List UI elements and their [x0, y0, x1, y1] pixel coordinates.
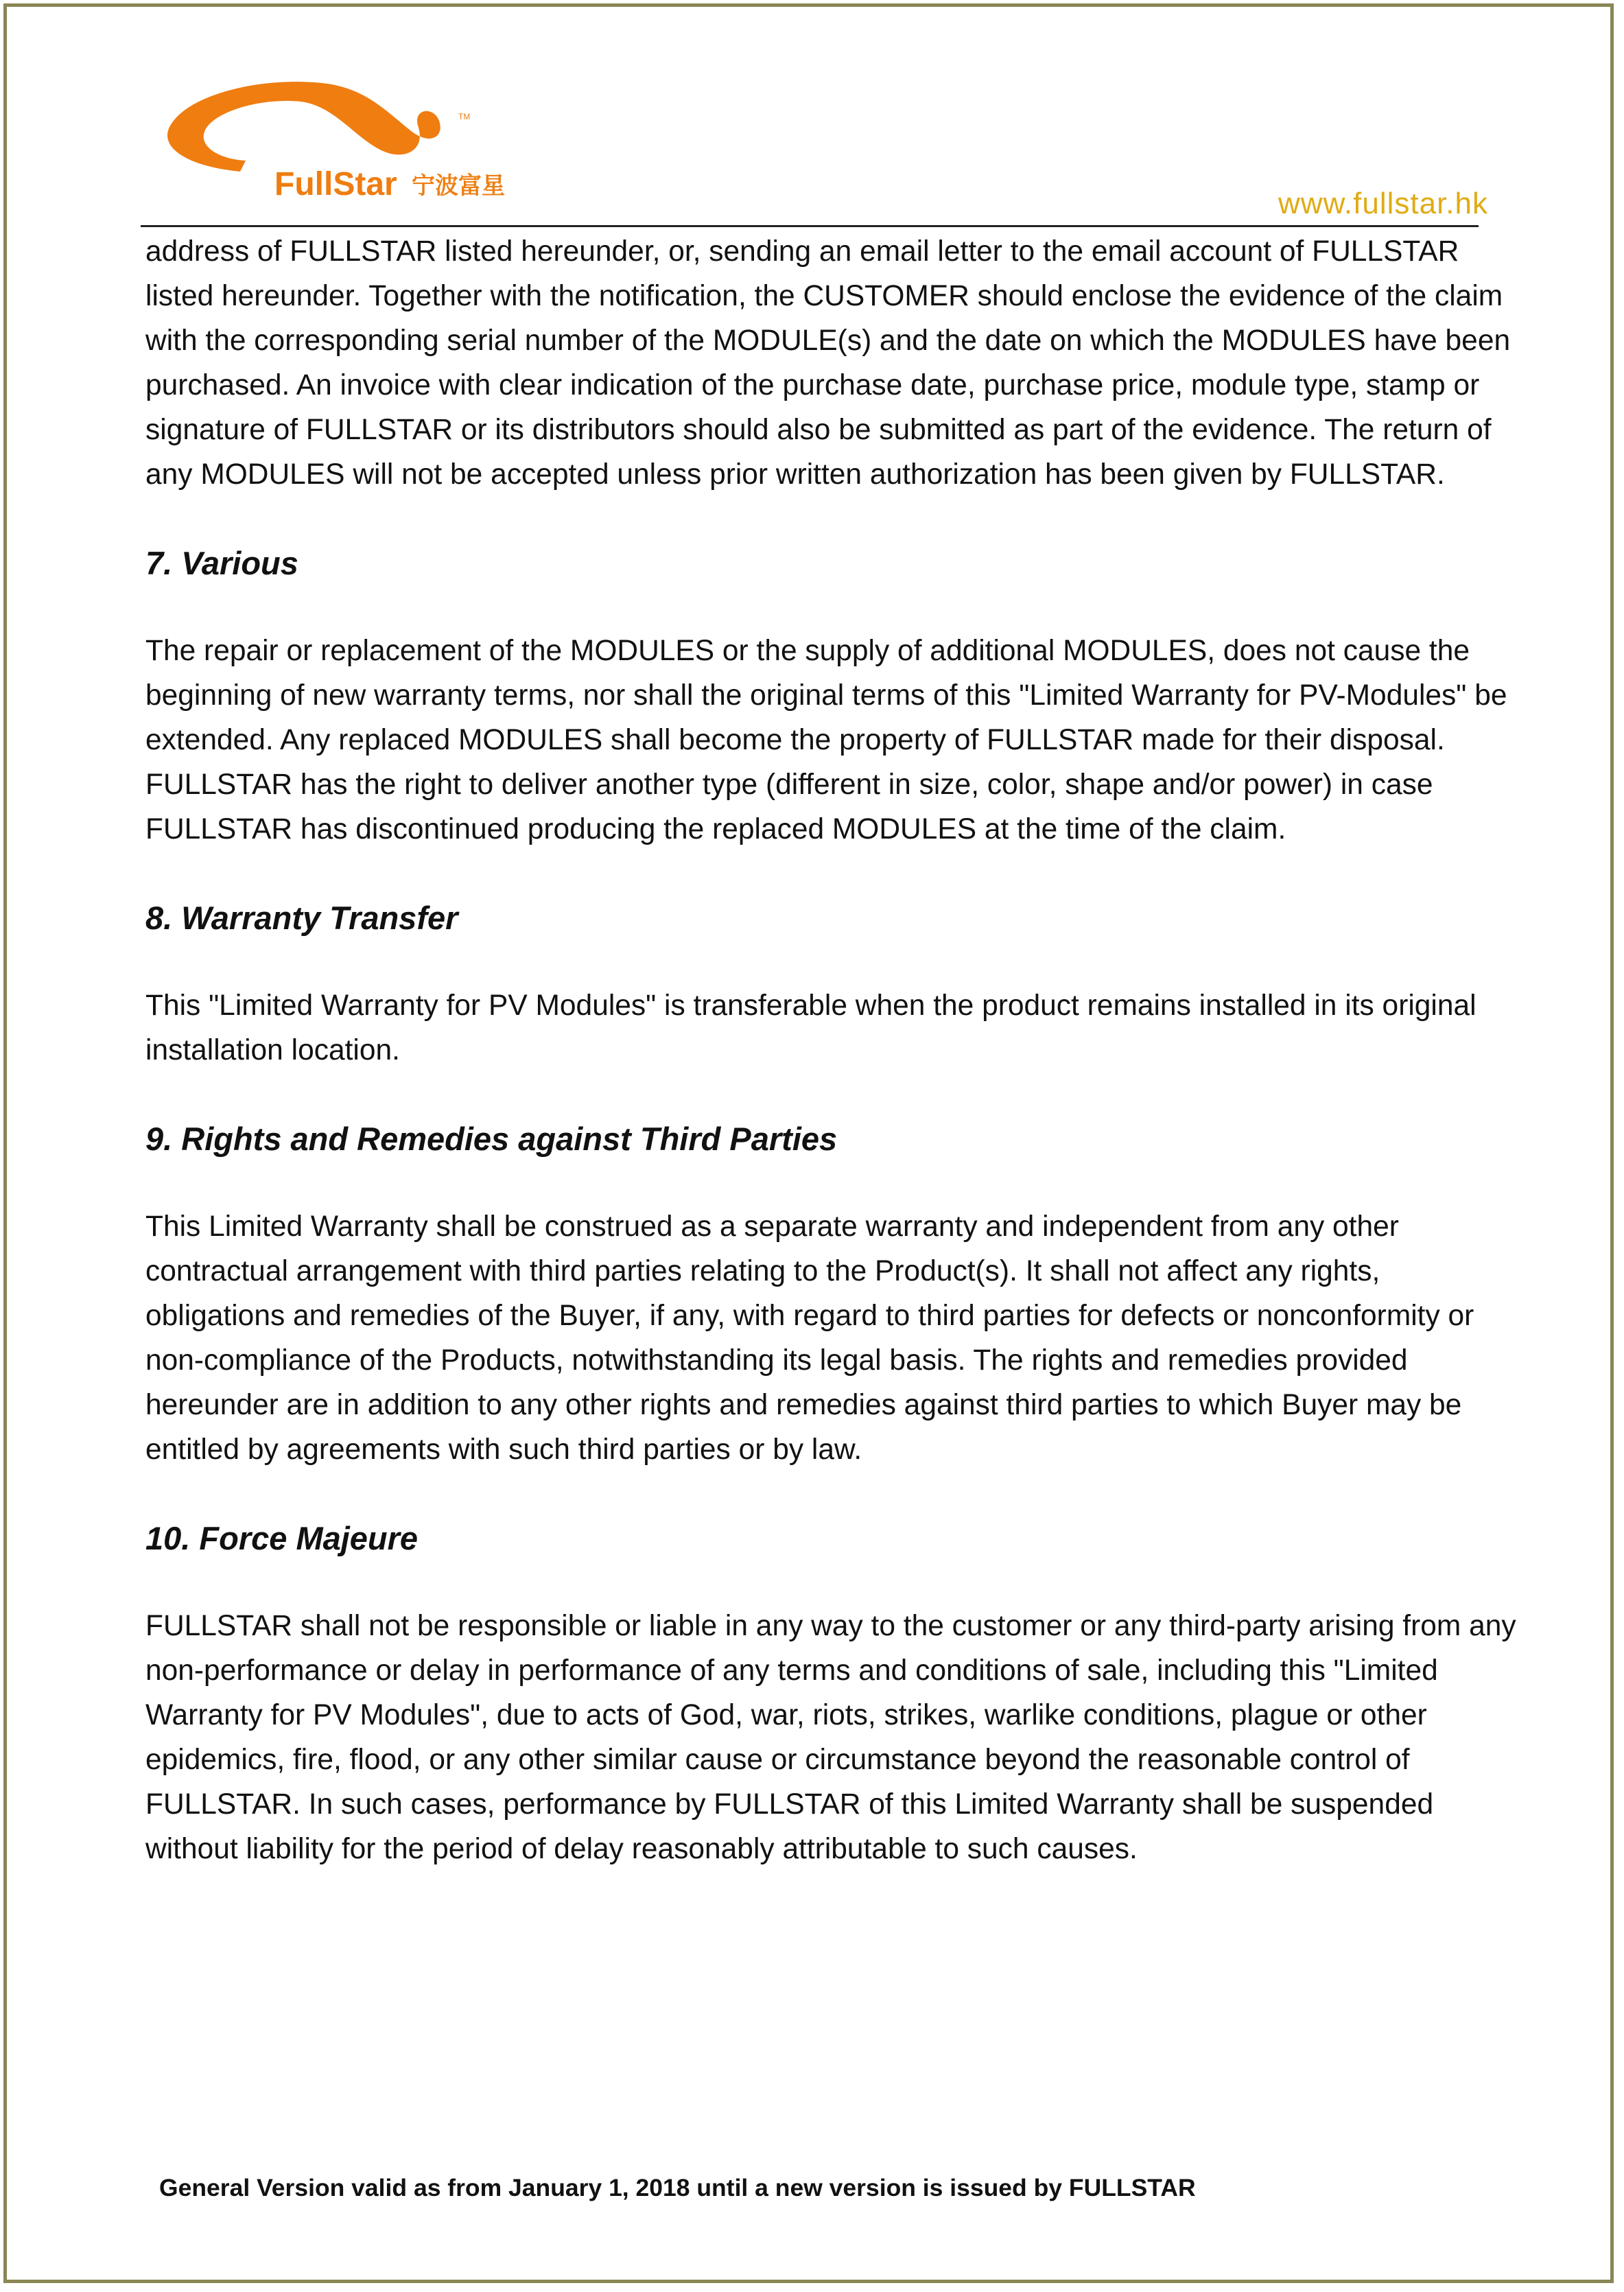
- logo-text: FullStar: [274, 166, 397, 202]
- footer-note: General Version valid as from January 1, 2018 until a new version is issued by FULLSTAR: [159, 2174, 1196, 2201]
- intro-paragraph: address of FULLSTAR listed hereunder, or, sending an email letter to the email account of FULLSTAR listed hereunder. Together with the notification, the CUSTOMER should enclose the evidence of the claim with the corresponding serial number of the MODULE(s) and the date on which the MODULES have been purchased. An invoice with clear indication of the purchase date, purchase price, module type, stamp or signature of FULLSTAR or its distributors should also be submitted as part of the evidence. The return of any MODULES will not be accepted unless prior written authorization has been given by FULLSTAR.: [145, 235, 1511, 491]
- section-body-warranty-transfer: This "Limited Warranty for PV Modules" is transferable when the product remains installed in its original installation location.: [145, 990, 1476, 1066]
- section-body-force-majeure: FULLSTAR shall not be responsible or liable in any way to the customer or any third-party arising from any non-performance or delay in performance of any terms and conditions of sale, including this "Limited Warranty for PV Modules", due to acts of God, war, riots, strikes, warlike conditions, plague or other epidemics, fire, flood, or any other similar cause or circumstance beyond the reasonable control of FULLSTAR. In such cases, performance by FULLSTAR of this Limited Warranty shall be suspended without liability for the period of delay reasonably attributable to such causes.: [145, 1610, 1516, 1865]
- section-heading-rights-remedies: 9. Rights and Remedies against Third Parties: [145, 1121, 838, 1157]
- header-divider: [141, 225, 1479, 227]
- section-body-various: The repair or replacement of the MODULES or the supply of additional MODULES, does not cause the beginning of new warranty terms, nor shall the original terms of this "Limited Warranty for PV-Modules" be extended. Any replaced MODULES shall become the property of FULLSTAR made for their disposal. FULLSTAR has the right to deliver another type (different in size, color, shape and/or power) in case FULLSTAR has discontinued producing the replaced MODULES at the time of the claim.: [145, 635, 1507, 845]
- section-heading-force-majeure: 10. Force Majeure: [145, 1520, 419, 1556]
- section-heading-warranty-transfer: 8. Warranty Transfer: [145, 900, 458, 936]
- website-link[interactable]: www.fullstar.hk: [1278, 187, 1488, 220]
- section-heading-various: 7. Various: [145, 545, 298, 581]
- logo-swoosh-icon: [167, 82, 440, 172]
- fullstar-logo: [156, 70, 548, 207]
- logo-chinese-text: 宁波富星: [412, 172, 505, 200]
- logo-tm: TM: [458, 112, 471, 121]
- document-body: [145, 229, 1516, 1871]
- section-body-rights-remedies: This Limited Warranty shall be construed as a separate warranty and independent from any other contractual arrangement with third parties relating to the Product(s). It shall not affect any rights, obligations and remedies of the Buyer, if any, with regard to third parties for defects or nonconformity or non‐compliance of the Products, notwithstanding its legal basis. The rights and remedies provided hereunder are in addition to any other rights and remedies against third parties to which Buyer may be entitled by agreements with such third parties or by law.: [145, 1211, 1474, 1466]
